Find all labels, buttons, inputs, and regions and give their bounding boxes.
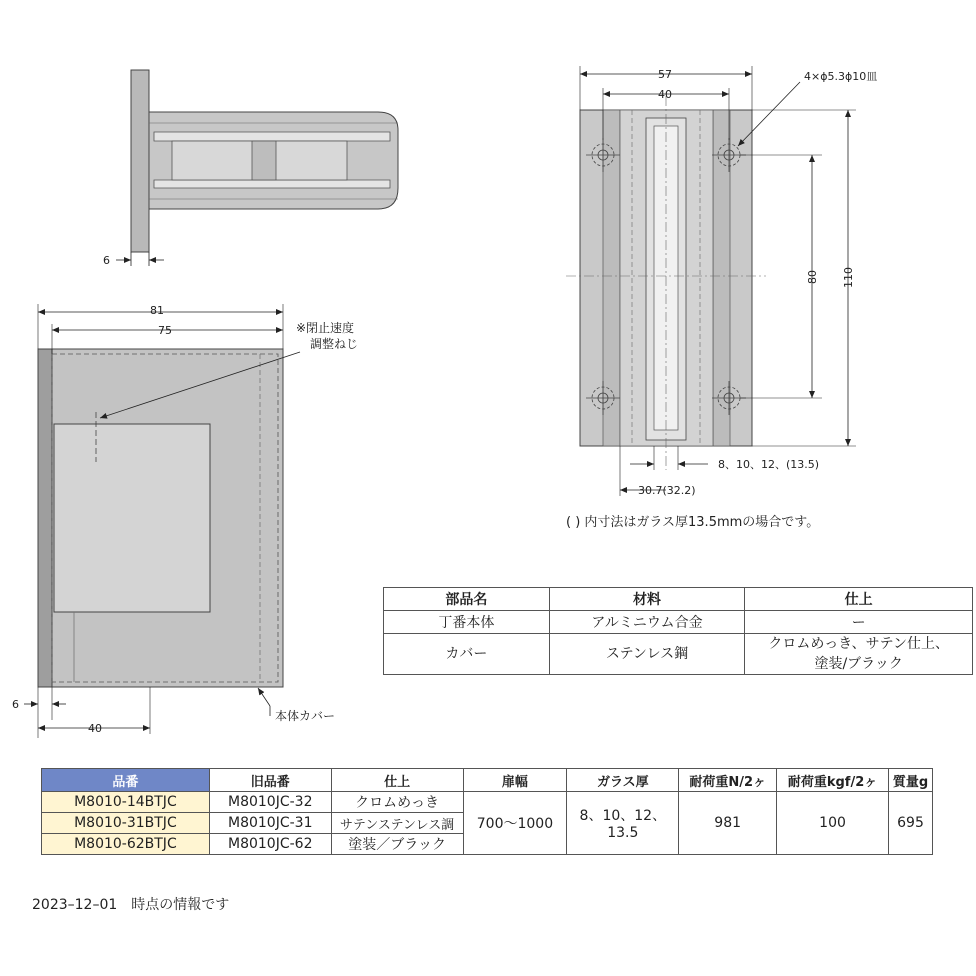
- material-cell: ステンレス鋼: [549, 634, 745, 675]
- old-part-number-cell: M8010JC-62: [209, 834, 331, 855]
- body-cover-label: 本体カバー: [275, 709, 336, 723]
- dim-width-total: 81: [150, 304, 164, 317]
- glass-thickness-cell: [567, 792, 679, 855]
- materials-table: [383, 587, 973, 675]
- end-view: [566, 66, 877, 530]
- dim-center-offset: 30.7(32.2): [638, 484, 696, 497]
- header-old-part-number: 旧品番: [209, 769, 331, 792]
- dim-hole-height: 80: [806, 270, 819, 284]
- header-load-kgf: 耐荷重kgf/2ヶ: [777, 769, 889, 792]
- load-kgf-cell: 100: [777, 792, 889, 855]
- header-material: 材料: [549, 588, 745, 611]
- dim-hole-span: 40: [658, 88, 672, 101]
- header-finish: 仕上: [745, 588, 973, 611]
- load-n-cell: 981: [679, 792, 777, 855]
- finish-cell: サテンステンレス調: [331, 813, 463, 834]
- spec-row: [42, 792, 933, 813]
- dim-cover-width: 40: [88, 722, 102, 735]
- date-note: 2023–12–01 時点の情報です: [32, 897, 230, 913]
- spec-header-row: [42, 769, 933, 792]
- dim-width-inner: 75: [158, 324, 172, 337]
- old-part-number-cell: M8010JC-31: [209, 813, 331, 834]
- side-view: [103, 70, 398, 267]
- header-door-width: 扉幅: [463, 769, 567, 792]
- adjust-screw-note-line1: ※閉止速度: [296, 321, 355, 335]
- dim-total-height: 110: [842, 267, 855, 288]
- part-number-cell: M8010-31BTJC: [42, 813, 210, 834]
- part-number-cell: M8010-62BTJC: [42, 834, 210, 855]
- door-width-cell: 700～1000: [463, 792, 567, 855]
- dim-glass-thickness: 8、10、12、(13.5): [718, 458, 820, 471]
- materials-header-row: [384, 588, 973, 611]
- materials-row: [384, 611, 973, 634]
- spec-table: [41, 768, 933, 855]
- mass-cell: 695: [888, 792, 932, 855]
- header-finish: 仕上: [331, 769, 463, 792]
- header-part-name: 部品名: [384, 588, 550, 611]
- front-view: [12, 304, 358, 738]
- finish-cell: ー: [745, 611, 973, 634]
- finish-cell: [745, 634, 973, 675]
- dim-offset: 6: [12, 698, 19, 711]
- old-part-number-cell: M8010JC-32: [209, 792, 331, 813]
- glass-thickness-line-2: 13.5: [607, 825, 639, 841]
- material-cell: アルミニウム合金: [549, 611, 745, 634]
- glass-footnote: ( ) 内寸法はガラス厚13.5mmの場合です。: [566, 515, 820, 530]
- header-load-n: 耐荷重N/2ヶ: [679, 769, 777, 792]
- part-name-cell: カバー: [384, 634, 550, 675]
- header-glass-thickness: ガラス厚: [567, 769, 679, 792]
- finish-cell: 塗装／ブラック: [331, 834, 463, 855]
- adjust-screw-note-line2: 調整ねじ: [310, 337, 359, 351]
- header-part-number: 品番: [42, 769, 210, 792]
- finish-cell: クロムめっき: [331, 792, 463, 813]
- glass-thickness-line-1: 8、10、12、: [579, 808, 667, 824]
- hole-spec-note: 4×ϕ5.3ϕ10皿: [804, 70, 878, 83]
- materials-row: [384, 634, 973, 675]
- finish-line-1: クロムめっき、サテン仕上、: [768, 636, 949, 652]
- part-number-cell: M8010-14BTJC: [42, 792, 210, 813]
- finish-line-2: 塗装/ブラック: [814, 656, 903, 672]
- dim-end-width: 57: [658, 68, 672, 81]
- part-name-cell: 丁番本体: [384, 611, 550, 634]
- dim-flange-thickness: 6: [103, 254, 110, 267]
- header-mass: 質量g: [888, 769, 932, 792]
